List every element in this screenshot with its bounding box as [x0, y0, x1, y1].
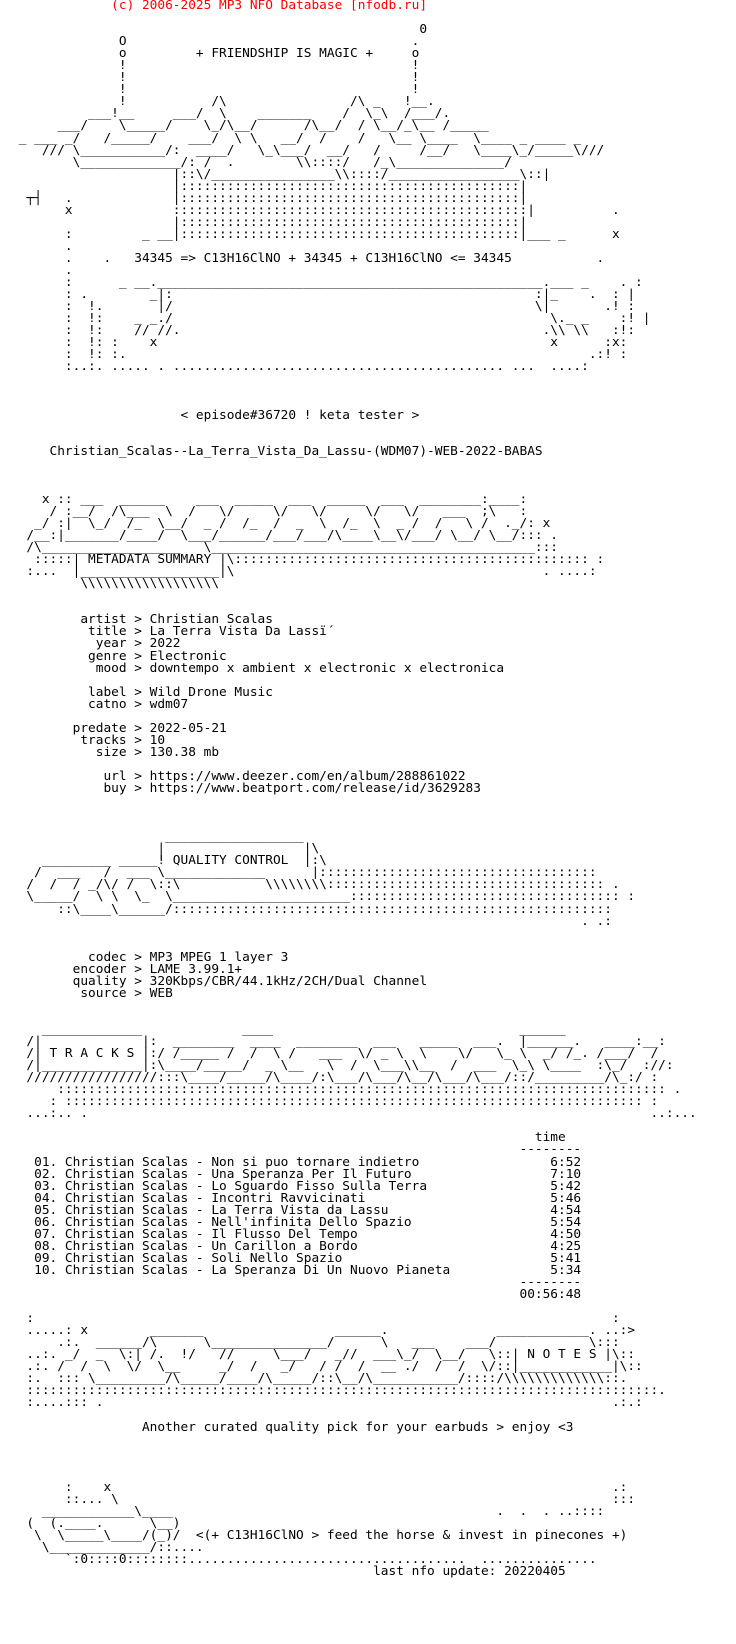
nfo-line: _ ___ _/ /_____/ ___/ \ \ __/ / / \__ \____ \____ _ ____ _	[11, 130, 582, 146]
nfo-line	[11, 373, 697, 385]
nfo-line: /| |: ________ ____ ________ ___ _____ ___. |______. ____:__:	[11, 1034, 666, 1050]
nfo-line: \\\\\\\\\\\\\\\\\\	[11, 576, 220, 592]
nfo-line: x ::::::::::::::::::::::::::::::::::::::::::::::| .	[11, 202, 620, 218]
nfo-line: / :__/ /\___ \ / \/ \/ \/ \/ \/ ___ ;\ :	[11, 503, 528, 519]
nfo-line: url > https://www.deezer.com/en/album/288861022	[11, 769, 466, 784]
nfo-line: mood > downtempo x ambient x electronic x electronica	[11, 660, 505, 676]
nfo-line: label > Wild Drone Music	[11, 684, 273, 700]
nfo-line: \_____________/: / . \\::::/ /_\______________/	[11, 154, 512, 170]
nfo-line: .:. ______/\ \_______________/ \ ___ ___/ \:::	[11, 1335, 620, 1351]
nfo-line: :... |__________________|\ . ....:	[11, 564, 597, 580]
nfo-line: _________ _____! QUALITY CONTROL |:\	[11, 853, 327, 869]
nfo-line: . .:	[11, 913, 612, 929]
nfo-line: :::::| METADATA SUMMARY |\:::::::::::::::::::::::::::::::::::::::::::::: :	[11, 552, 605, 568]
nfo-line: tracks > 10	[11, 732, 166, 748]
nfo-line: ::\____\______/:::::::::::::::::::::::::::::::::::::::::::::::::::::::::	[11, 901, 612, 917]
nfo-line: ..:. _/ _ \:| /. !/ // \___/ _// ___\_/ \__/ \::| N O T E S |\::	[11, 1347, 636, 1363]
nfo-line: ::... \ :::	[11, 1491, 636, 1507]
nfo-line: /|_____________|:\____/_____/ _ \__ \ / \___\\__ / ___ \_\ \____ :\_/ ://:	[11, 1058, 674, 1074]
nfo-line: o + FRIENDSHIP IS MAGIC + o	[11, 46, 420, 62]
nfo-line: : !: // //. .\\ \\ :!:	[11, 323, 636, 339]
nfo-line: codec > MP3 MPEG 1 layer 3	[11, 949, 289, 965]
nfo-line: ____________\____ . . . ..::::	[11, 1503, 605, 1519]
nfo-line: O .	[11, 34, 420, 50]
nfo-line	[11, 1000, 697, 1012]
nfo-line	[11, 1446, 697, 1458]
nfo-line: ::::::::::::::::::::::::::::::::::::::::::::::::::::::::::::::::::::::::::::::::::.	[11, 1383, 666, 1399]
nfo-line: /\__________________ \__________________________________________:::	[11, 540, 559, 556]
nfo-line: :..:. ..... . ........................................... ... ....:	[11, 359, 589, 375]
nfo-line: 10. Christian Scalas - La Speranza Di Un Nuovo Pianeta 5:34	[11, 1262, 582, 1278]
nfo-line	[11, 1458, 697, 1470]
nfo-line: ...:.. . ..:...	[11, 1106, 697, 1122]
nfo-line	[11, 807, 697, 819]
nfo-line: Another curated quality pick for your earbuds > enjoy <3	[11, 1419, 574, 1435]
nfo-line: .:. / / \ \/ \__ _/ / _/ / / / __ ./ / / \/::|____________|\::	[11, 1359, 643, 1375]
nfo-line: genre > Electronic	[11, 648, 227, 664]
nfo-line: 07. Christian Scalas - Il Flusso Del Tempo 4:50	[11, 1226, 582, 1242]
nfo-line: : . _|: :|_ . : |	[11, 287, 636, 303]
nfo-line: /| T R A C K S |:/ /_____ / / \ / ___ \/ _ \ \ \/ \_ \ _/ /_. /___/ /	[11, 1046, 659, 1062]
nfo-line: ::::::::::::::::::::::::::::::::::::::::::::::::::::::::::::::::::::::::::::::: .	[11, 1082, 682, 1098]
nfo-line: --------	[11, 1274, 582, 1290]
nfo-line: : !: :. .:! :	[11, 347, 628, 363]
nfo-line	[11, 590, 697, 602]
nfo-line: .	[11, 263, 73, 279]
nfo-line: _/ :| \_/ /_ \__/ _ / /_ / _ \ /_ \ _ / / \ / ._/: x	[11, 516, 551, 532]
nfo-line: 03. Christian Scalas - Lo Sguardo Fisso Sulla Terra 5:42	[11, 1178, 582, 1194]
nfo-line: x :: ___ ______ ___ _____ ___ _____ ___ ________:____:	[11, 491, 528, 507]
nfo-line	[11, 1434, 697, 1446]
nfo-line: / / / _/\/ / \::\ \\\\\\\\:::::::::::::::::::::::::::::::::::: .	[11, 877, 620, 893]
nfo-line	[11, 422, 697, 434]
nfo-line: buy > https://www.beatport.com/release/id/3629283	[11, 781, 481, 797]
nfo-line: quality > 320Kbps/CBR/44.1kHz/2CH/Dual Channel	[11, 973, 428, 989]
nfo-line: < episode#36720 ! keta tester >	[11, 407, 420, 423]
nfo-line: ! !	[11, 82, 420, 98]
nfo-line	[11, 458, 697, 470]
nfo-line: 02. Christian Scalas - Una Speranza Per Il Futuro 7:10	[11, 1166, 582, 1182]
nfo-line: ! /\ /\ _ !__.	[11, 94, 435, 110]
nfo-line: ( (.____. \__)	[11, 1515, 181, 1531]
nfo-line: 09. Christian Scalas - Soli Nello Spazio 5:41	[11, 1250, 582, 1266]
nfo-line: title > La Terra Vista Da Lassḯ	[11, 624, 327, 640]
nfo-line	[11, 928, 697, 940]
nfo-line: /__:|_______/____/ \___/______/___/___/\____\__\/___/ \__/ \__/::: .	[11, 528, 559, 544]
nfo-line	[11, 470, 697, 482]
nfo-line: 04. Christian Scalas - Incontri Ravvicinati 5:46	[11, 1190, 582, 1206]
nfo-line: 01. Christian Scalas - Non si puo tornare indietro 6:52	[11, 1154, 582, 1170]
nfo-line: time	[11, 1130, 566, 1146]
nfo-line: 05. Christian Scalas - La Terra Vista da Lassu 4:54	[11, 1202, 582, 1218]
nfo-line: : :	[11, 1311, 620, 1327]
nfo-line: 08. Christian Scalas - Un Carillon a Bordo 4:25	[11, 1238, 582, 1254]
nfo-line: artist > Christian Scalas	[11, 612, 273, 628]
nfo-line: 06. Christian Scalas - Nell'infinita Dello Spazio 5:54	[11, 1214, 582, 1230]
nfo-line: / ___ / ___ \_____________ |::::::::::::::::::::::::::::::::::::	[11, 865, 597, 881]
nfo-line: __________________	[11, 829, 304, 845]
nfo-line	[11, 386, 697, 398]
nfo-text	[11, 0, 697, 1578]
nfo-line: size > 130.38 mb	[11, 744, 220, 760]
nfo-line: ┬┤ . |::::::::::::::::::::::::::::::::::::::::::::|	[11, 190, 528, 206]
nfo-line: .....: x _______ ______. ____________. ..:>	[11, 1323, 636, 1339]
nfo-line: \_____________/::....	[11, 1540, 204, 1555]
nfo-line: . . 34345 => C13H16ClNO + 34345 + C13H16ClNO <= 34345 .	[11, 250, 605, 266]
nfo-line: --------	[11, 1142, 582, 1158]
nfo-line: \ \_____\____/(_)/ <(+ C13H16ClNO > feed the horse & invest in pinecones +)	[11, 1527, 628, 1543]
nfo-line: : _ __|::::::::::::::::::::::::::::::::::::::::::::|___ _ x	[11, 226, 620, 242]
nfo-line: /// \___________/: ____/ \_\___/ __/ / /__/ \____\_/_____\///	[11, 142, 605, 158]
nfo-line: : !: : x x :x:	[11, 335, 628, 351]
nfo-line: : !. |/ \| .! :	[11, 299, 636, 315]
nfo-line: .	[11, 238, 73, 254]
nfo-line: |::::::::::::::::::::::::::::::::::::::::::::|	[11, 214, 528, 230]
nfo-line: : x .:	[11, 1479, 628, 1495]
nfo-line: ! !	[11, 70, 420, 86]
nfo-line: ___/ \_____/ \_/\__/ /\__/ / \__/_\__ /_____	[11, 118, 489, 134]
nfo-line: |::\/________________\\::::/_________________\::|	[11, 166, 551, 182]
nfo-line: Christian_Scalas--La_Terra_Vista_Da_Lassu-(WDM07)-WEB-2022-BABAS	[11, 443, 543, 459]
nfo-line: | |\	[11, 841, 320, 857]
nfo-line: _____________ ____ ______	[11, 1021, 566, 1037]
nfo-line: catno > wdm07	[11, 696, 189, 712]
nfo-line: ! !	[11, 58, 420, 74]
nfo-line: :. ::: \_________/\_____/____/\_____/::\__/\___________/::::/\\\\\\\\\\\\\::.	[11, 1371, 628, 1387]
nfo-line: |::::::::::::::::::::::::::::::::::::::::::::|	[11, 178, 528, 194]
nfo-line: last nfo update: 20220405	[11, 1564, 566, 1580]
nfo-line: year > 2022	[11, 636, 181, 652]
nfo-line: /////////////////:::\____/_____/\____/:\___/\___/\__/\___/\___/::/_________/\_:/ :	[11, 1070, 659, 1086]
nfo-line: : !: _ _./ \._ _ :! |	[11, 311, 651, 327]
nfo-line: source > WEB	[11, 985, 173, 1001]
copyright-header: (c) 2006-2025 MP3 NFO Database [nfodb.ru]	[11, 0, 428, 13]
nfo-line: : _ __.__________________________________________________.___ _ . :	[11, 275, 643, 291]
nfo-line: :....::: . .:.:	[11, 1395, 643, 1411]
nfo-line: encoder > LAME 3.99.1+	[11, 961, 243, 977]
nfo-line: 0	[11, 22, 428, 38]
nfo-line: \_____/ \ \ \_ \_______________________::::::::::::::::::::::::::::::::::: :	[11, 889, 636, 905]
nfo-line: 00:56:48	[11, 1287, 582, 1303]
nfo-line	[11, 795, 697, 807]
nfo-line: `:0::::0::::::::.................................... ...............	[11, 1552, 597, 1568]
nfo-line: predate > 2022-05-21	[11, 720, 227, 736]
nfo-line: : ::::::::::::::::::::::::::::::::::::::::::::::::::::::::::::::::::::::::::: :	[11, 1094, 659, 1110]
nfo-line: ___!__ ___/ \ _______ / \_\ /___/.	[11, 106, 451, 122]
